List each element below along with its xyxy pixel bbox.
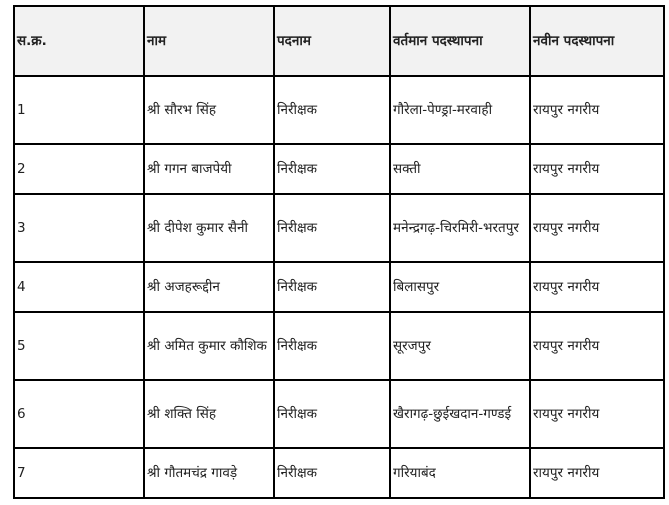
table-body [14,76,664,498]
cell-serial: 1 [14,76,144,144]
cell-current-posting: सक्ती [390,144,530,194]
cell-name: श्री गौतमचंद्र गावड़े [144,448,274,498]
cell-new-posting: रायपुर नगरीय [530,312,664,380]
cell-current-posting: गौरेला-पेण्ड्रा-मरवाही [390,76,530,144]
cell-current-posting: गरियाबंद [390,448,530,498]
header-row [14,6,664,76]
header-current-posting: वर्तमान पदस्थापना [390,6,530,76]
cell-designation: निरीक्षक [274,380,390,448]
cell-designation: निरीक्षक [274,76,390,144]
cell-new-posting: रायपुर नगरीय [530,144,664,194]
header-name: नाम [144,6,274,76]
cell-designation: निरीक्षक [274,144,390,194]
header-serial: स.क्र. [14,6,144,76]
table-row [14,76,664,144]
table-row [14,194,664,262]
cell-new-posting: रायपुर नगरीय [530,448,664,498]
cell-serial: 7 [14,448,144,498]
cell-serial: 6 [14,380,144,448]
header-designation: पदनाम [274,6,390,76]
cell-name: श्री गगन बाजपेयी [144,144,274,194]
cell-serial: 3 [14,194,144,262]
table-row [14,380,664,448]
cell-designation: निरीक्षक [274,194,390,262]
cell-serial: 4 [14,262,144,312]
transfer-table [13,5,665,499]
table-row [14,144,664,194]
cell-new-posting: रायपुर नगरीय [530,194,664,262]
cell-designation: निरीक्षक [274,262,390,312]
header-new-posting: नवीन पदस्थापना [530,6,664,76]
cell-new-posting: रायपुर नगरीय [530,262,664,312]
cell-serial: 2 [14,144,144,194]
cell-designation: निरीक्षक [274,312,390,380]
table-header [14,6,664,76]
cell-new-posting: रायपुर नगरीय [530,76,664,144]
cell-serial: 5 [14,312,144,380]
table-row [14,262,664,312]
transfer-table-container [13,5,665,499]
cell-name: श्री सौरभ सिंह [144,76,274,144]
table-row [14,312,664,380]
cell-designation: निरीक्षक [274,448,390,498]
table-row [14,448,664,498]
cell-current-posting: खैरागढ़-छुईखदान-गण्डई [390,380,530,448]
cell-name: श्री अजहरूद्दीन [144,262,274,312]
cell-current-posting: मनेन्द्रगढ़-चिरमिरी-भरतपुर [390,194,530,262]
cell-name: श्री शक्ति सिंह [144,380,274,448]
cell-name: श्री अमित कुमार कौशिक [144,312,274,380]
cell-name: श्री दीपेश कुमार सैनी [144,194,274,262]
cell-current-posting: बिलासपुर [390,262,530,312]
cell-new-posting: रायपुर नगरीय [530,380,664,448]
cell-current-posting: सूरजपुर [390,312,530,380]
